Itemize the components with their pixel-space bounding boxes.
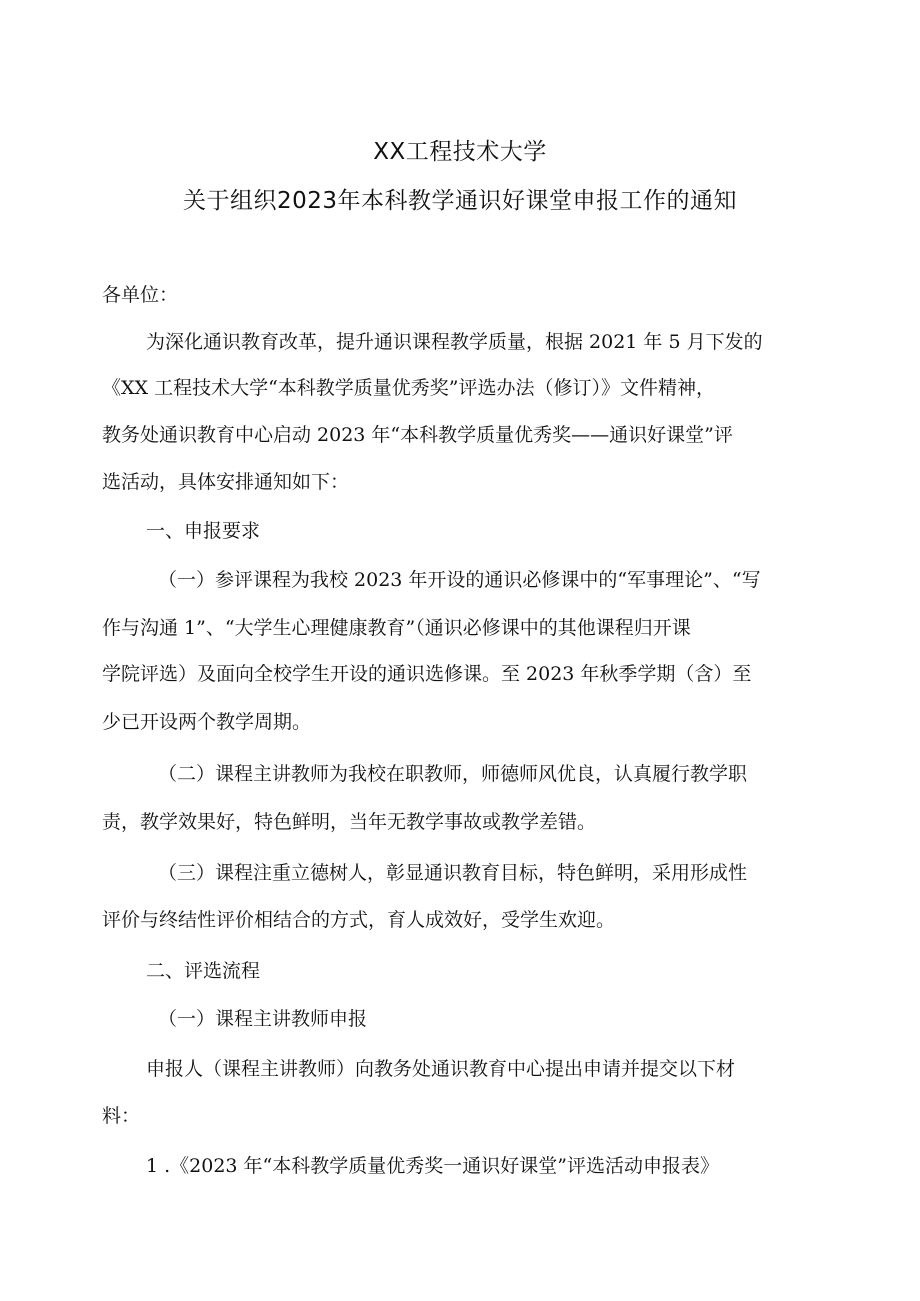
- process-item-1-text-line: 料：: [102, 1105, 141, 1127]
- requirement-item-2-line: （二）课程主讲教师为我校在职教师，师德师风优良，认真履行教学职: [158, 763, 748, 785]
- requirement-item-3-line: 评价与终结性评价相结合的方式，育人成效好，受学生欢迎。: [102, 909, 616, 931]
- document-title-notice: 关于组织2023年本科教学通识好课堂申报工作的通知: [182, 188, 738, 214]
- requirement-item-1-line: 作与沟通 1”、“大学生心理健康教育”（通识必修课中的其他课程归开课: [102, 617, 691, 639]
- intro-line: 为深化通识教育改革，提升通识课程教学质量，根据 2021 年 5 月下发的: [146, 331, 763, 353]
- requirement-item-3-line: （三）课程注重立德树人，彰显通识教育目标，特色鲜明，采用形成性: [158, 862, 748, 884]
- process-item-1-heading: （一）课程主讲教师申报: [158, 1008, 368, 1030]
- materials-list-item-1: 1 .《2023 年“本科教学质量优秀奖一通识好课堂”评选活动申报表》: [146, 1155, 719, 1177]
- requirement-item-1-line: （一）参评课程为我校 2023 年开设的通识必修课中的“军事理论”、“写: [158, 569, 761, 591]
- intro-line: 选活动，具体安排通知如下：: [102, 471, 350, 493]
- intro-line: 《XX 工程技术大学“本科教学质量优秀奖”评选办法（修订）》文件精神，: [102, 377, 716, 399]
- requirement-item-1-line: 学院评选）及面向全校学生开设的通识选修课。至 2023 年秋季学期（含）至: [102, 663, 752, 685]
- requirement-item-1-line: 少已开设两个教学周期。: [102, 711, 312, 733]
- document-title-university: XX工程技术大学: [373, 139, 547, 165]
- salutation: 各单位：: [102, 284, 179, 306]
- intro-line: 教务处通识教育中心启动 2023 年“本科教学质量优秀奖——通识好课堂”评: [102, 424, 733, 446]
- requirement-item-2-line: 责，教学效果好，特色鲜明，当年无教学事故或教学差错。: [102, 811, 597, 833]
- process-item-1-text-line: 申报人（课程主讲教师）向教务处通识教育中心提出申请并提交以下材: [146, 1058, 736, 1080]
- section-heading-process: 二、评选流程: [146, 960, 261, 982]
- section-heading-requirements: 一、申报要求: [146, 520, 261, 542]
